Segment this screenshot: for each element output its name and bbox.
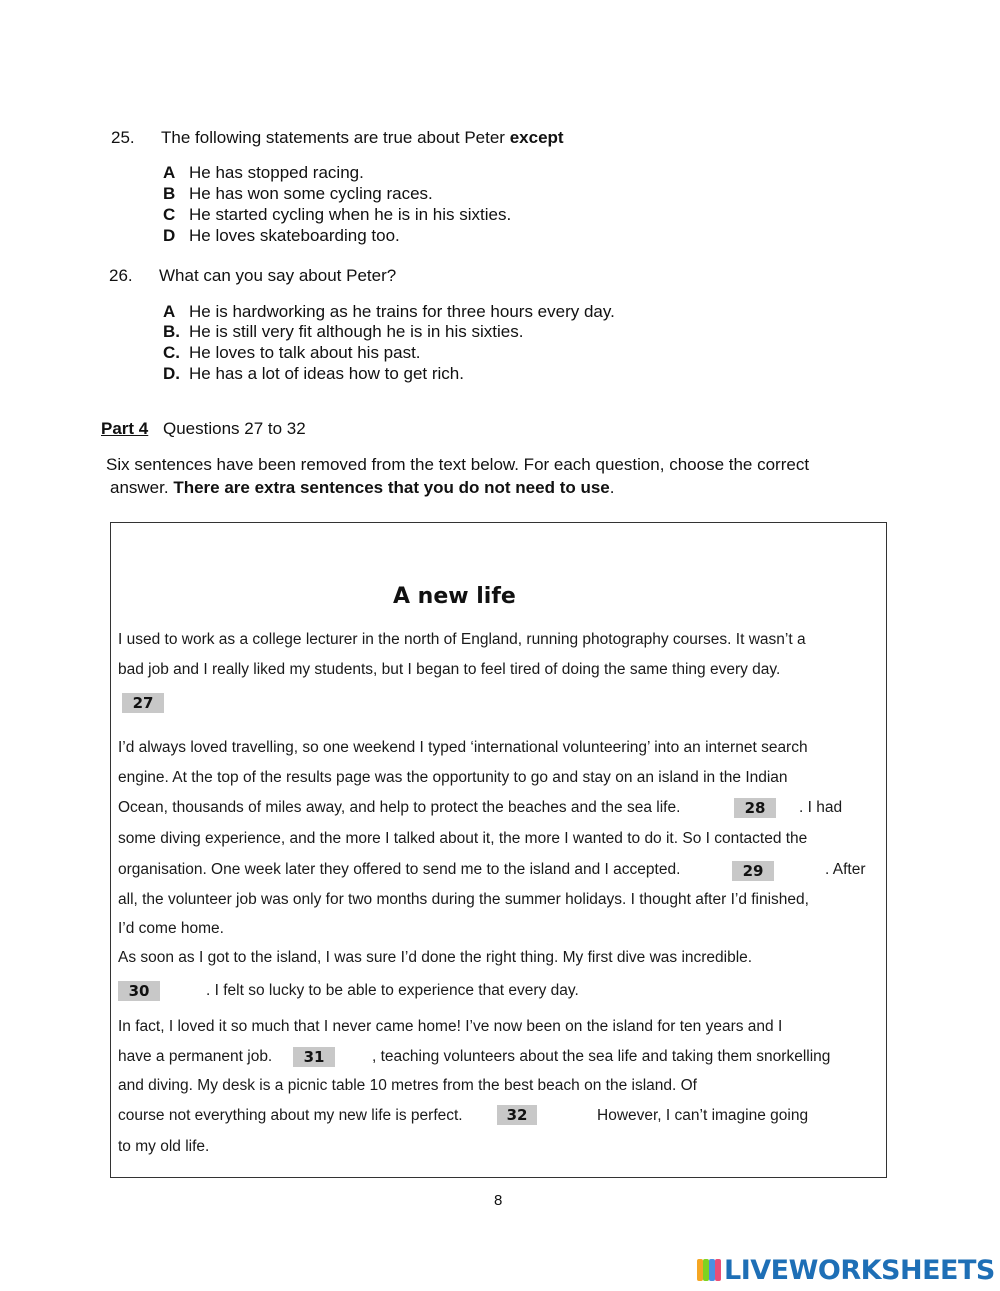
part4-instruction-line1: Six sentences have been removed from the text below. For each question, choose the correct [106,455,810,474]
gap-31[interactable]: 31 [293,1047,335,1067]
option-text: He has stopped racing. [189,163,364,182]
passage-line: to my old life. [118,1138,210,1155]
passage-line: I used to work as a college lecturer in the north of England, running photography courses. It wasn’t a [118,631,806,648]
passage-line: some diving experience, and the more I talked about it, the more I wanted to do it. So I contacted the [118,830,808,847]
option-letter: A [163,163,176,182]
passage-line: I’d come home. [118,920,224,937]
q25-stem-text: The following statements are true about Peter [161,128,510,147]
gap-29[interactable]: 29 [732,861,774,881]
option-text: He is hardworking as he trains for three hours every day. [189,302,615,321]
passage-line: bad job and I really liked my students, but I began to feel tired of doing the same thing every day. [118,661,781,678]
part4-heading [101,419,306,439]
gap-27[interactable]: 27 [122,693,164,713]
passage-line: have a permanent job. [118,1048,273,1065]
passage-line: course not everything about my new life is perfect. [118,1107,463,1124]
q25-stem-bold: except [509,128,564,147]
option-letter: B. [163,322,180,341]
passage-line: As soon as I got to the island, I was sure I’d done the right thing. My first dive was incredible. [118,949,753,966]
brand-name: LIVEWORKSHEETS [724,1254,995,1286]
option-letter: C. [163,343,180,362]
passage-line: organisation. One week later they offered to send me to the island and I accepted. [118,861,681,878]
part4-instruction-line2 [110,478,615,498]
instruction-text: answer. [110,478,174,497]
option-letter: D. [163,364,180,383]
page-number: 8 [494,1192,503,1209]
option-letter: C [163,205,176,224]
part4-label: Part 4 [101,419,149,438]
option-text: He loves skateboarding too. [189,226,400,245]
passage-title: A new life [393,584,516,609]
option-text: He loves to talk about his past. [189,343,421,362]
liveworksheets-logo-icon [697,1258,721,1282]
q26-option-c[interactable] [163,343,421,363]
option-text: He is still very fit although he is in his sixties. [189,322,524,341]
passage-line: and diving. My desk is a picnic table 10 metres from the best beach on the island. Of [118,1077,697,1094]
instruction-end: . [609,478,615,497]
gap-32[interactable]: 32 [497,1105,537,1125]
q25-option-c[interactable] [163,205,511,225]
q25-option-b[interactable] [163,184,433,204]
gap-30[interactable]: 30 [118,981,160,1001]
option-letter: A [163,302,176,321]
q25-option-d[interactable] [163,226,400,246]
passage-line: . After [825,861,866,878]
passage-line: In fact, I loved it so much that I never came home! I’ve now been on the island for ten years and I [118,1018,783,1035]
q26-number: 26. [109,266,133,285]
passage-line: However, I can’t imagine going [597,1107,809,1124]
passage-line: engine. At the top of the results page was the opportunity to go and stay on an island in the Indian [118,769,788,786]
q25-stem [161,128,564,148]
q26-option-a[interactable] [163,302,615,322]
q25-option-a[interactable] [163,163,364,183]
q26-option-b[interactable] [163,322,523,342]
instruction-bold: There are extra sentences that you do not need to use [173,478,610,497]
passage-line: all, the volunteer job was only for two months during the summer holidays. I thought after I’d finished, [118,891,809,908]
option-text: He started cycling when he is in his sixties. [189,205,512,224]
q26-option-d[interactable] [163,364,464,384]
q26-stem: What can you say about Peter? [159,266,397,285]
option-text: He has a lot of ideas how to get rich. [189,364,464,383]
passage-line: . I felt so lucky to be able to experience that every day. [206,982,579,999]
gap-28[interactable]: 28 [734,798,776,818]
option-letter: B [163,184,176,203]
passage-line: I’d always loved travelling, so one weekend I typed ‘international volunteering’ into an internet search [118,739,808,756]
option-text: He has won some cycling races. [189,184,433,203]
liveworksheets-logo [697,1255,995,1285]
passage-line: . I had [799,799,843,816]
q25-number: 25. [111,128,135,147]
part4-range: Questions 27 to 32 [162,419,306,438]
passage-line: Ocean, thousands of miles away, and help to protect the beaches and the sea life. [118,799,681,816]
option-letter: D [163,226,176,245]
passage-line: , teaching volunteers about the sea life and taking them snorkelling [372,1048,831,1065]
